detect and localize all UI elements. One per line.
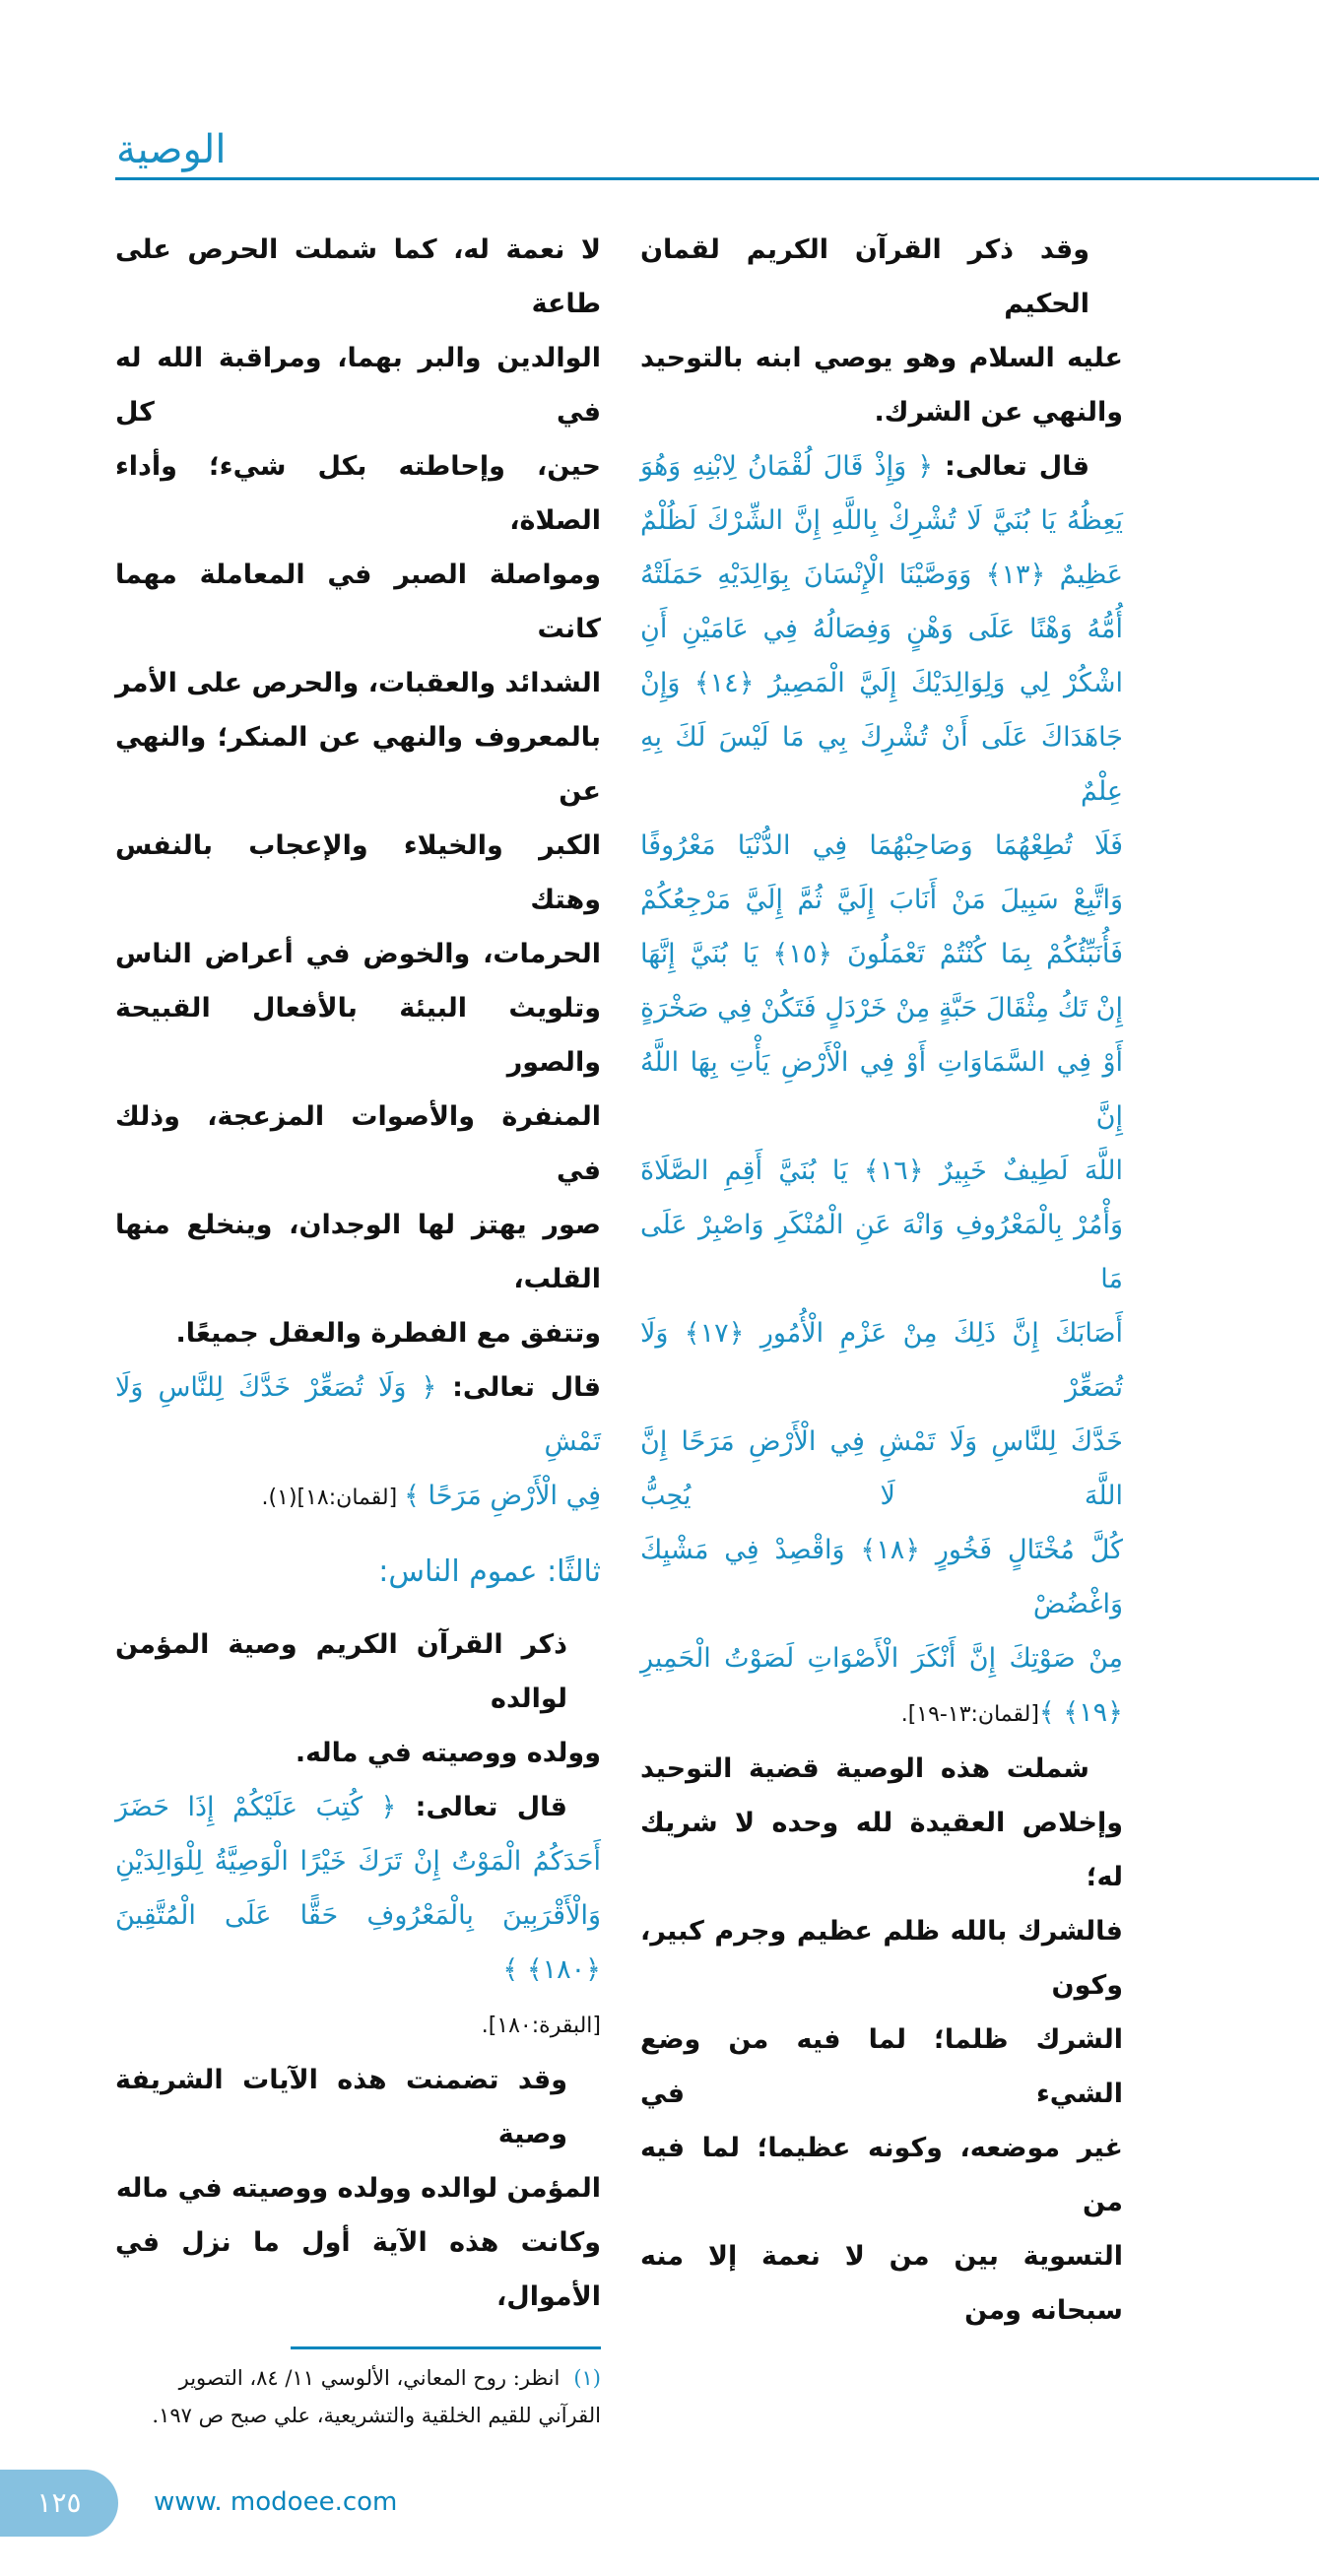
body-text: قال تعالى: xyxy=(933,451,1089,482)
text-line xyxy=(640,2013,1123,2121)
text-line xyxy=(115,927,601,981)
verse-reference: [البقرة:١٨٠]. xyxy=(481,2014,601,2038)
page-header xyxy=(0,0,1319,223)
website-link[interactable]: www. modoee.com xyxy=(154,2487,398,2517)
text-line xyxy=(640,602,1123,656)
footnote-text: انظر: روح المعاني، الألوسي ١١/ ٨٤، التصوير القرآني للقيم الخلقية والتشريعية، علي صبح ص ١٩٧. xyxy=(152,2366,601,2427)
text-line xyxy=(640,494,1123,548)
text-line xyxy=(115,1997,601,2053)
text-line xyxy=(115,548,601,656)
chapter-title: الوصية xyxy=(116,127,227,172)
text-line xyxy=(640,223,1123,331)
body-text: ومواصلة الصبر في المعاملة مهما كانت xyxy=(115,560,601,644)
page-footer xyxy=(0,2470,1319,2537)
body-text: فالشرك بالله ظلم عظيم وجرم كبير، وكون xyxy=(640,1916,1123,2001)
body-text: غير موضعه، وكونه عظيما؛ لما فيه من xyxy=(640,2133,1123,2217)
quran-verse: أَوْ فِي السَّمَاوَاتِ أَوْ فِي الْأَرْضِ يَأْتِ بِهَا اللَّهُ إِنَّ xyxy=(640,1047,1123,1132)
text-line xyxy=(115,331,601,439)
text-line xyxy=(640,1306,1123,1415)
body-text: عليه السلام وهو يوصي ابنه بالتوحيد xyxy=(640,343,1123,373)
quran-verse: أُمُّهُ وَهْنًا عَلَى وَهْنٍ وَفِصَالُهُ فِي عَامَيْنِ أَنِ xyxy=(640,614,1123,644)
text-line xyxy=(115,1469,601,1525)
text-line xyxy=(640,548,1123,602)
text-line xyxy=(640,1035,1123,1144)
text-line xyxy=(115,1306,601,1360)
text-line xyxy=(640,1415,1123,1523)
text-line xyxy=(640,927,1123,981)
text-line xyxy=(640,1198,1123,1306)
text-line xyxy=(640,981,1123,1035)
body-text: وقد ذكر القرآن الكريم لقمان الحكيم xyxy=(640,234,1089,319)
body-text: وتتفق مع الفطرة والعقل جميعًا. xyxy=(175,1318,601,1349)
quran-verse: ﴿ وَإِذْ قَالَ لُقْمَانُ لِابْنِهِ وَهُوَ xyxy=(640,451,934,482)
text-line xyxy=(115,656,601,710)
quran-verse: إِنْ تَكُ مِثْقَالَ حَبَّةٍ مِنْ خَرْدَلٍ فَتَكُنْ فِي صَخْرَةٍ xyxy=(640,993,1123,1024)
body-text: شملت هذه الوصية قضية التوحيد xyxy=(640,1753,1089,1784)
quran-verse: خَدَّكَ لِلنَّاسِ وَلَا تَمْشِ فِي الْأَرْضِ مَرَحًا إِنَّ اللَّهَ لَا يُحِبُّ xyxy=(640,1426,1123,1511)
text-line xyxy=(115,223,601,331)
body-text: والنهي عن الشرك. xyxy=(874,397,1123,428)
body-text: ذكر القرآن الكريم وصية المؤمن لوالده xyxy=(115,1629,567,1714)
left-column xyxy=(115,223,601,2434)
footnote-rule xyxy=(291,2346,601,2349)
body-text: وإخلاص العقيدة لله وحده لا شريك له؛ xyxy=(640,1808,1123,1892)
text-line xyxy=(640,385,1123,439)
text-line xyxy=(640,656,1123,710)
quran-verse: اللَّهَ لَطِيفٌ خَبِيرٌ ﴿١٦﴾ يَا بُنَيَّ أَقِمِ الصَّلَاةَ xyxy=(640,1156,1123,1186)
text-line xyxy=(640,2229,1123,2338)
body-text: المنفرة والأصوات المزعجة، وذلك في xyxy=(115,1101,601,1186)
verse-reference: [لقمان:١٨](١). xyxy=(261,1486,405,1510)
text-line xyxy=(115,819,601,927)
text-line xyxy=(115,439,601,548)
text-line xyxy=(640,2121,1123,2229)
right-column xyxy=(640,223,1123,2338)
quran-verse: جَاهَدَاكَ عَلَى أَنْ تُشْرِكَ بِي مَا لَيْسَ لَكَ بِهِ عِلْمٌ xyxy=(640,722,1123,807)
quran-verse: وَالْأَقْرَبِينَ بِالْمَعْرُوفِ حَقًّا عَلَى الْمُتَّقِينَ ﴿١٨٠﴾ ﴾ xyxy=(115,1900,601,1985)
text-line xyxy=(640,1742,1123,1796)
quran-verse: اشْكُرْ لِي وَلِوَالِدَيْكَ إِلَيَّ الْمَصِيرُ ﴿١٤﴾ وَإِنْ xyxy=(640,668,1123,698)
quran-verse: ﴿ كُتِبَ عَلَيْكُمْ إِذَا حَضَرَ xyxy=(115,1792,397,1822)
left-column-text xyxy=(115,223,601,2324)
section-heading: ثالثًا: عموم الناس: xyxy=(378,1554,601,1589)
text-line xyxy=(115,1726,601,1780)
body-text: حين، وإحاطته بكل شيء؛ وأداء الصلاة، xyxy=(115,451,601,536)
quran-verse: كُلَّ مُخْتَالٍ فَخُورٍ ﴿١٨﴾ وَاقْصِدْ فِي مَشْيِكَ وَاغْضُضْ xyxy=(640,1535,1123,1619)
quran-verse: فِي الْأَرْضِ مَرَحًا ﴾ xyxy=(404,1481,601,1511)
text-line xyxy=(115,1888,601,1997)
body-text: الشدائد والعقبات، والحرص على الأمر xyxy=(115,668,601,698)
body-text: بالمعروف والنهي عن المنكر؛ والنهي عن xyxy=(115,722,601,807)
text-line xyxy=(640,1904,1123,2013)
text-line xyxy=(640,331,1123,385)
body-text: الكبر والخيلاء والإعجاب بالنفس وهتك xyxy=(115,830,601,915)
text-line xyxy=(115,1618,601,1726)
body-text: لا نعمة له، كما شملت الحرص على طاعة xyxy=(115,234,601,319)
header-rule xyxy=(115,177,1319,180)
quran-verse: ﴿١٩﴾ ﴾ xyxy=(1038,1697,1123,1728)
footnote-number: (١) xyxy=(573,2366,601,2390)
quran-verse: وَاتَّبِعْ سَبِيلَ مَنْ أَنَابَ إِلَيَّ ثُمَّ إِلَيَّ مَرْجِعُكُمْ xyxy=(640,885,1123,915)
text-line xyxy=(115,2053,601,2161)
text-line xyxy=(115,710,601,819)
body-text: وتلويث البيئة بالأفعال القبيحة والصور xyxy=(115,993,601,1078)
quran-verse: مِنْ صَوْتِكَ إِنَّ أَنْكَرَ الْأَصْوَاتِ لَصَوْتُ الْحَمِيرِ xyxy=(640,1643,1123,1674)
text-line xyxy=(640,1523,1123,1631)
quran-verse: فَلَا تُطِعْهُمَا وَصَاحِبْهُمَا فِي الدُّنْيَا مَعْرُوفًا xyxy=(640,830,1123,861)
text-line xyxy=(640,1144,1123,1198)
text-line xyxy=(640,439,1123,494)
text-line xyxy=(115,2161,601,2215)
text-line xyxy=(115,1780,601,1834)
text-line xyxy=(640,1796,1123,1904)
verse-reference: [لقمان:١٣-١٩]. xyxy=(900,1702,1039,1727)
text-line xyxy=(115,2215,601,2324)
body-text: وولده ووصيته في ماله. xyxy=(295,1738,601,1768)
text-line xyxy=(640,710,1123,819)
body-text: الشرك ظلما؛ لما فيه من وضع الشيء في xyxy=(640,2024,1123,2109)
body-text: قال تعالى: xyxy=(396,1792,567,1822)
text-line xyxy=(115,1090,601,1198)
quran-verse: فَأُنَبِّئُكُمْ بِمَا كُنْتُمْ تَعْمَلُونَ ﴿١٥﴾ يَا بُنَيَّ إِنَّهَا xyxy=(640,939,1124,969)
body-text: وقد تضمنت هذه الآيات الشريفة وصية xyxy=(115,2065,567,2149)
quran-verse: أَحَدَكُمُ الْمَوْتُ إِنْ تَرَكَ خَيْرًا الْوَصِيَّةُ لِلْوَالِدَيْنِ xyxy=(115,1846,601,1877)
text-line xyxy=(115,1360,601,1469)
quran-verse: وَأْمُرْ بِالْمَعْرُوفِ وَانْهَ عَنِ الْمُنْكَرِ وَاصْبِرْ عَلَى مَا xyxy=(640,1210,1123,1294)
quran-verse: أَصَابَكَ إِنَّ ذَلِكَ مِنْ عَزْمِ الْأُمُورِ ﴿١٧﴾ وَلَا تُصَعِّرْ xyxy=(640,1318,1123,1403)
quran-verse: يَعِظُهُ يَا بُنَيَّ لَا تُشْرِكْ بِاللَّهِ إِنَّ الشِّرْكَ لَظُلْمٌ xyxy=(640,505,1123,536)
body-text: الوالدين والبر بهما، ومراقبة الله له في كل xyxy=(115,343,601,428)
quran-verse: ﴿ وَلَا تُصَعِّرْ خَدَّكَ لِلنَّاسِ وَلَا تَمْشِ xyxy=(115,1372,601,1457)
text-line xyxy=(115,1198,601,1306)
body-text: الحرمات، والخوض في أعراض الناس xyxy=(115,939,601,969)
body-text: قال تعالى: xyxy=(436,1372,601,1403)
text-line xyxy=(115,981,601,1090)
text-line xyxy=(640,873,1123,927)
body-text: وكانت هذه الآية أول ما نزل في الأموال، xyxy=(115,2227,601,2312)
text-line xyxy=(640,1631,1123,1685)
text-line xyxy=(115,1545,601,1600)
text-line xyxy=(640,819,1123,873)
body-text: المؤمن لوالده وولده ووصيته في ماله xyxy=(115,2173,601,2204)
page-number-badge xyxy=(0,2470,118,2537)
body-columns xyxy=(115,223,1123,2434)
right-column-text xyxy=(640,223,1123,2338)
text-line xyxy=(640,1685,1123,1742)
body-text: التسوية بين من لا نعمة إلا منه سبحانه ومن xyxy=(640,2241,1123,2326)
quran-verse: عَظِيمٌ ﴿١٣﴾ وَوَصَّيْنَا الْإِنْسَانَ بِوَالِدَيْهِ حَمَلَتْهُ xyxy=(640,560,1123,590)
page-number: ١٢٥ xyxy=(36,2486,82,2519)
body-text: صور يهتز لها الوجدان، وينخلع منها القلب، xyxy=(115,1210,601,1294)
footnote xyxy=(115,2359,601,2434)
